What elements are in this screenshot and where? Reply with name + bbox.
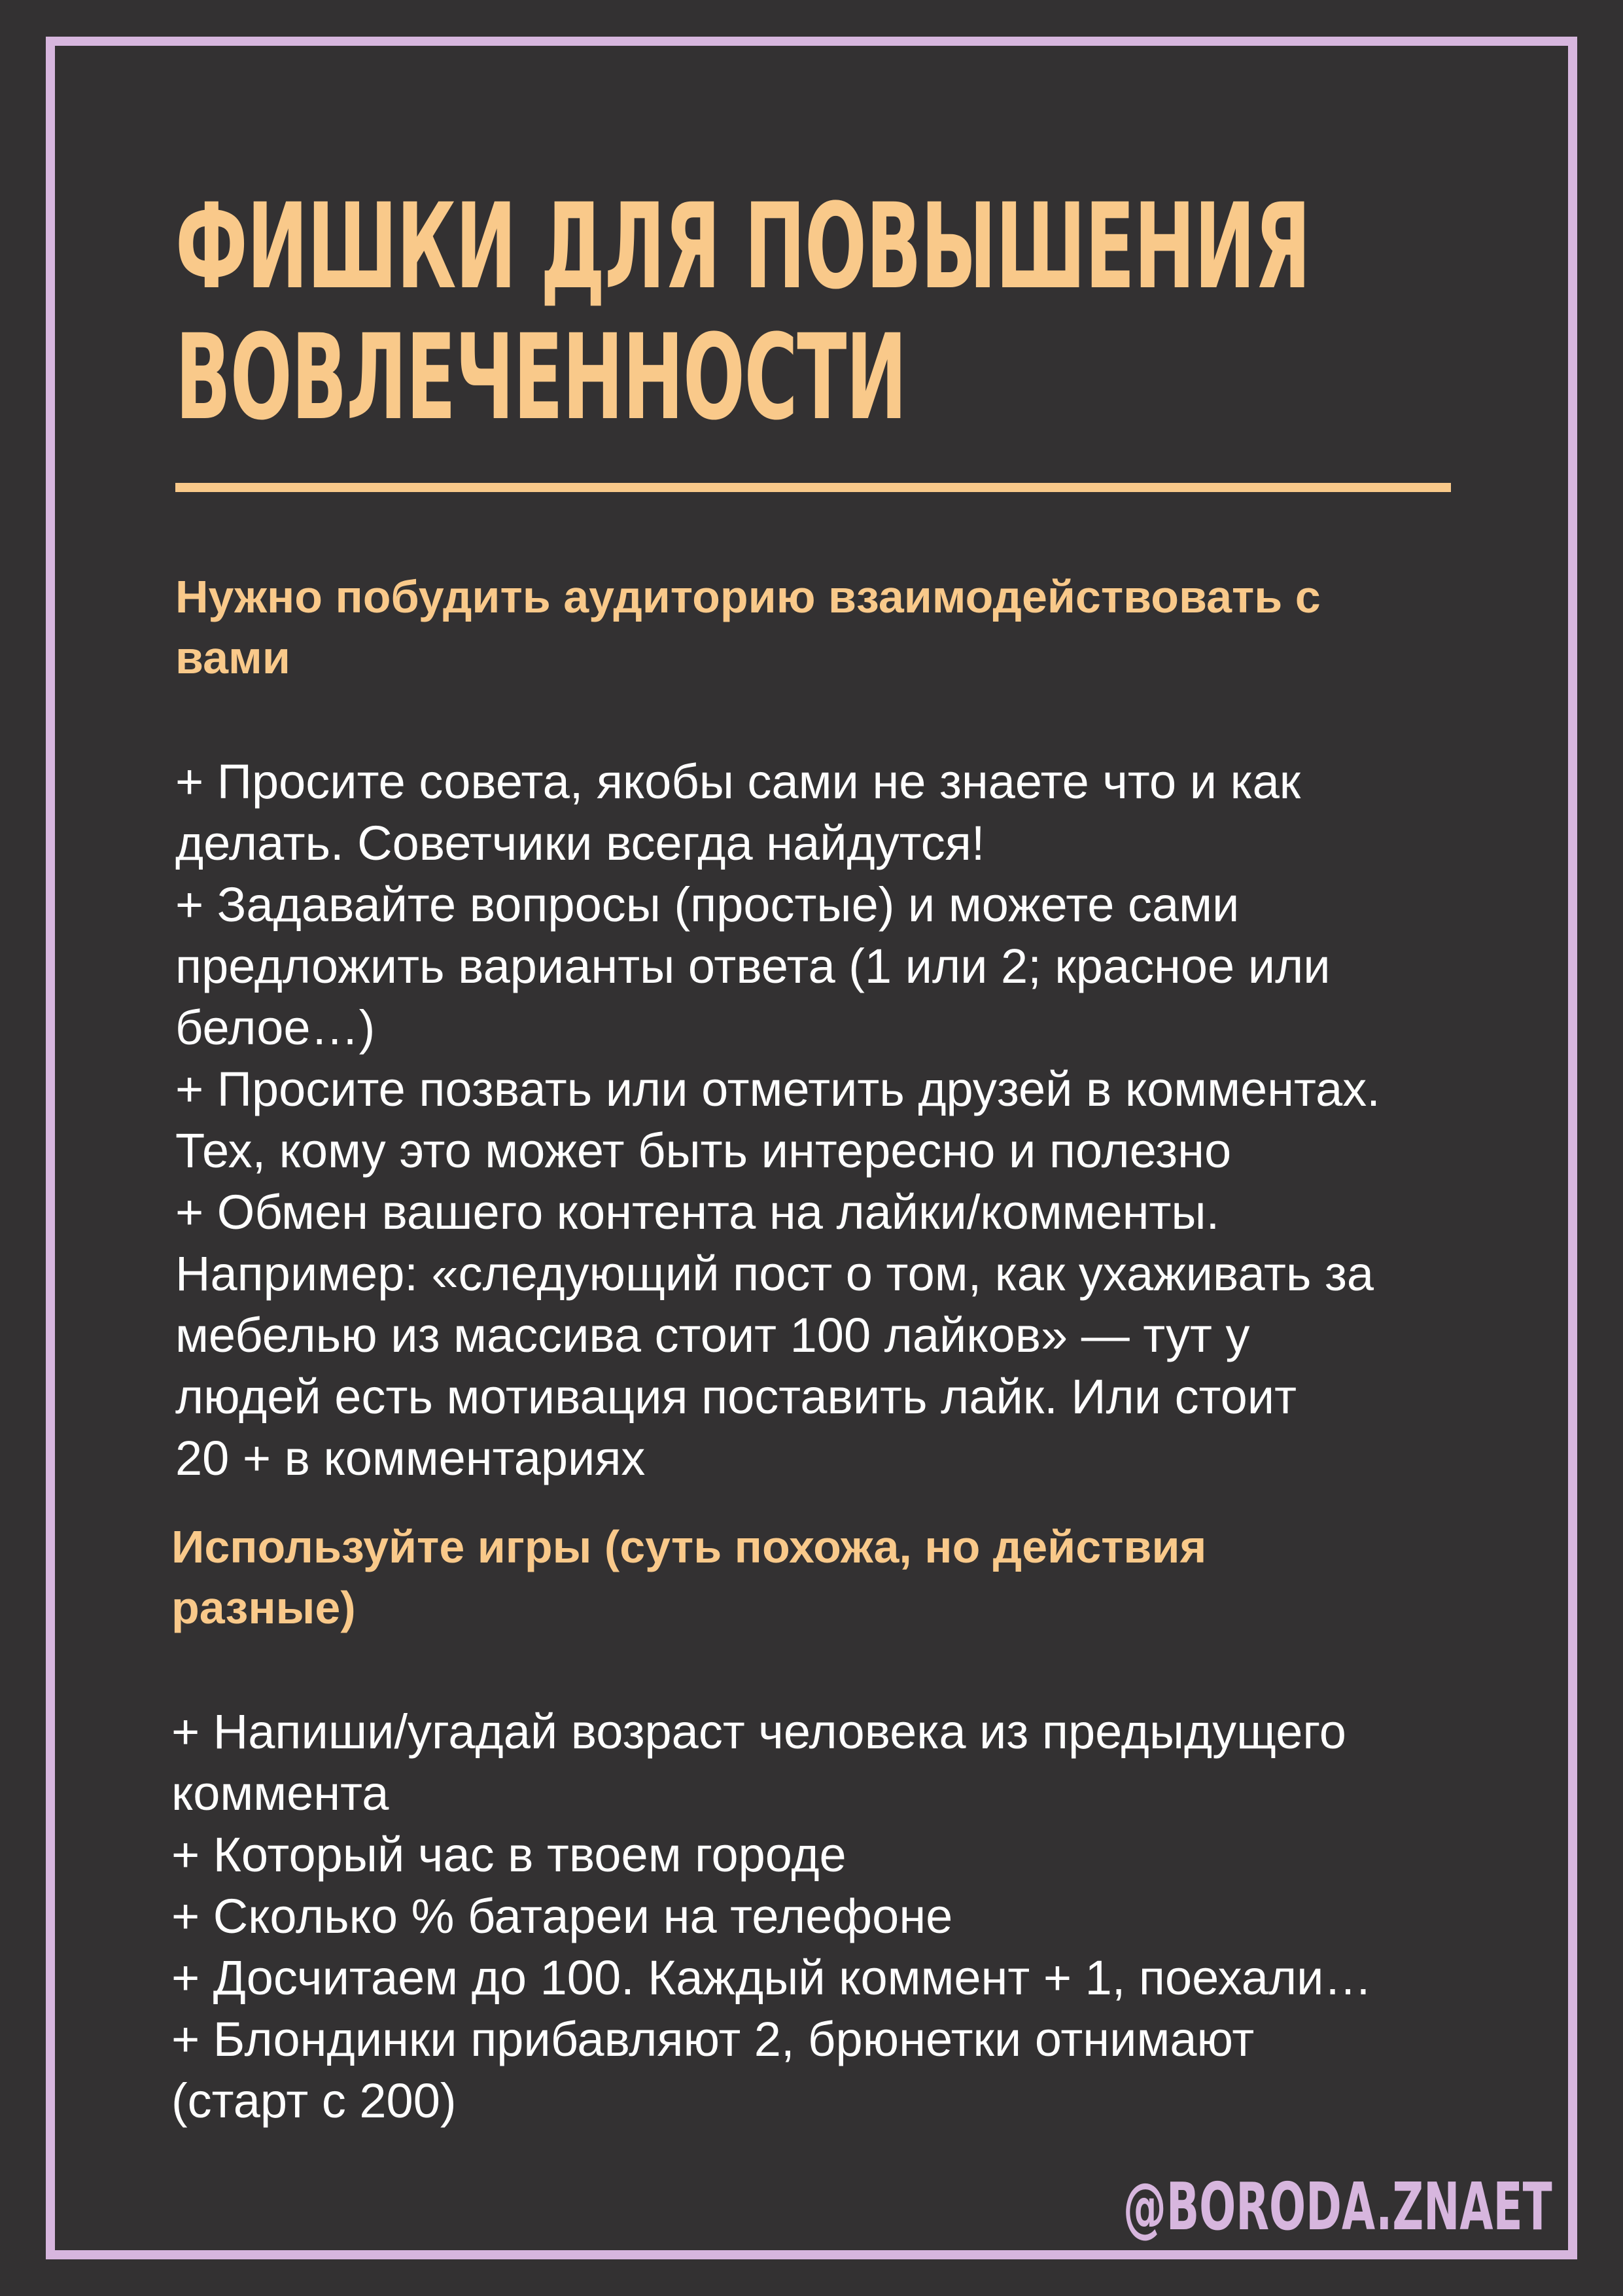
body-line: + Задавайте вопросы (простые) и можете сами [175,877,1240,932]
section-1-body [175,751,1536,1489]
body-line: людей есть мотивация поставить лайк. Или стоит [175,1369,1297,1424]
body-line: Тех, кому это может быть интересно и полезно [175,1123,1232,1178]
section-1-heading [175,567,1484,688]
section-2-body [171,1701,1532,2132]
body-line: + Который час в твоем городе [171,1828,846,1882]
section-2-heading-line: Используйте игры (суть похожа, но действия [171,1521,1207,1572]
body-line: мебелью из массива стоит 100 лайков» — тут у [175,1308,1250,1362]
section-2-heading-line: разные) [171,1582,356,1633]
section-2-heading [171,1517,1480,1638]
author-handle: @BORODA.ZNAET [1123,2168,1552,2245]
title-divider [175,483,1451,492]
body-line: коммента [171,1766,389,1820]
body-line: (старт с 200) [171,2074,457,2128]
body-line: белое…) [175,1000,375,1055]
body-line: + Просите совета, якобы сами не знаете что и как [175,754,1301,809]
section-1-heading-line: вами [175,632,290,683]
title-line-1: ФИШКИ ДЛЯ ПОВЫШЕНИЯ [175,179,1310,315]
page-title [175,179,1310,446]
section-1-heading-line: Нужно побудить аудиторию взаимодействовать с [175,571,1321,622]
body-line: + Досчитаем до 100. Каждый коммент + 1, поехали… [171,1951,1372,2005]
body-line: + Сколько % батареи на телефоне [171,1889,953,1943]
body-line: Например: «следующий пост о том, как ухаживать за [175,1246,1374,1301]
body-line: + Блондинки прибавляют 2, брюнетки отнимают [171,2012,1255,2066]
body-line: делать. Советчики всегда найдутся! [175,816,985,870]
body-line: + Обмен вашего контента на лайки/комменты. [175,1185,1220,1239]
title-line-2: ВОВЛЕЧЕННОСТИ [175,309,907,446]
body-line: 20 + в комментариях [175,1431,646,1485]
body-line: + Просите позвать или отметить друзей в комментах. [175,1062,1380,1116]
body-line: предложить варианты ответа (1 или 2; красное или [175,939,1331,993]
body-line: + Напиши/угадай возраст человека из предыдущего [171,1704,1346,1759]
